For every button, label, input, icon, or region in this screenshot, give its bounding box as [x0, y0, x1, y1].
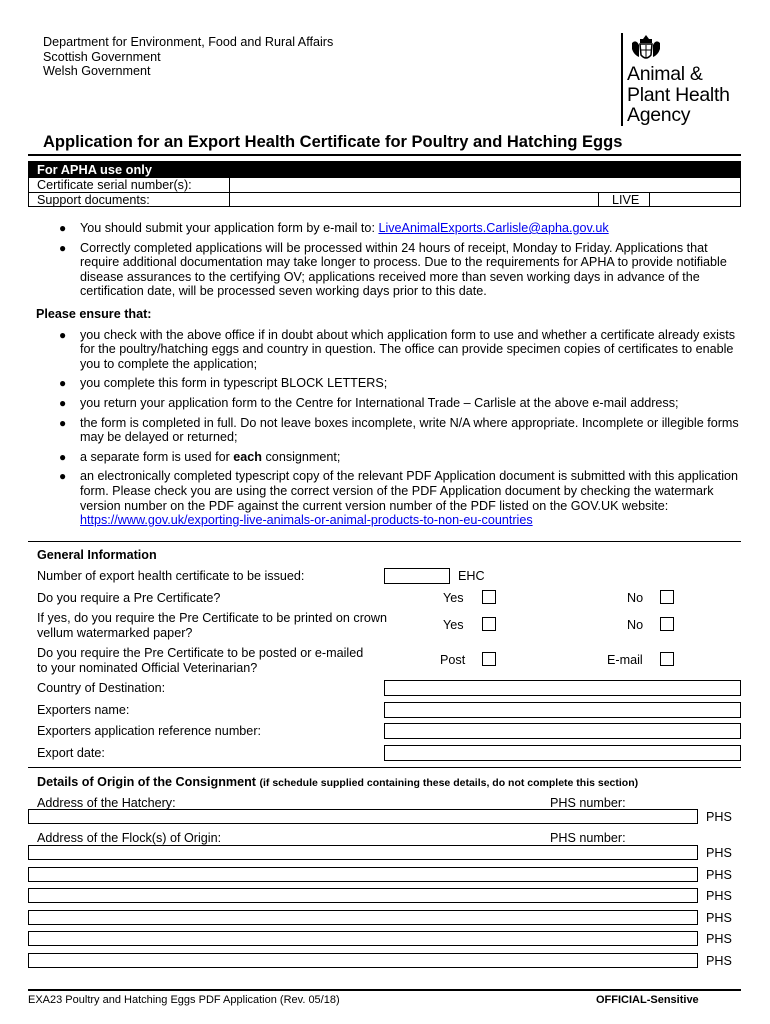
royal-crest-icon [629, 33, 663, 63]
separate-form-prefix: a separate form is used for [80, 449, 234, 464]
list-item [28, 416, 741, 445]
pre-cert-no-checkbox[interactable] [660, 590, 674, 604]
flock-phs-tag: PHS [706, 911, 732, 925]
flock-phs-tag: PHS [706, 954, 732, 968]
hatchery-phs-tag: PHS [706, 810, 732, 824]
classification-label: OFFICIAL-Sensitive [596, 994, 699, 1006]
vellum-yes-label: Yes [443, 618, 464, 632]
ehc-label: EHC [458, 569, 485, 583]
support-documents-row [29, 192, 740, 207]
flock-phs-tag: PHS [706, 868, 732, 882]
instructions [28, 221, 741, 533]
govuk-link[interactable]: https://www.gov.uk/exporting-live-animals-or-animal-products-to-non-eu-countries [80, 513, 533, 528]
bullet-icon: ● [59, 395, 67, 410]
logo-text [627, 64, 730, 126]
support-divider-3 [649, 192, 650, 207]
list-item [28, 450, 741, 465]
bullet-icon: ● [59, 327, 67, 342]
serial-divider [229, 177, 230, 192]
ensure-item: you check with the above office if in doubt about which application form to use and whether a certificate already exists for the poultry/hatching eggs and country in question. The office can provide specimen copies of certificates to enable you to complete the application; [80, 327, 736, 371]
post-option-label: Post [440, 653, 466, 667]
footer-rule [28, 989, 741, 991]
flock-address-input[interactable] [28, 931, 698, 946]
reference-label: Exporters application reference number: [37, 724, 262, 738]
form-reference: EXA23 Poultry and Hatching Eggs PDF Application (Rev. 05/18) [28, 994, 340, 1006]
origin-heading [37, 775, 638, 789]
country-label: Country of Destination: [37, 681, 166, 695]
flock-address-input[interactable] [28, 910, 698, 925]
logo-line-1: Animal & [627, 63, 703, 85]
separate-form-bold: each [233, 449, 263, 464]
email-option-label: E-mail [607, 653, 643, 667]
ensure-item: the form is completed in full. Do not leave boxes incomplete, write N/A where appropriate. Incomplete or illegible forms may be delayed or returned; [80, 415, 739, 445]
origin-note: (if schedule supplied containing these details, do not complete this section) [259, 777, 639, 789]
ensure-heading: Please ensure that: [36, 306, 152, 321]
reference-input[interactable] [384, 723, 741, 739]
department-welshgov: Welsh Government [43, 64, 151, 78]
section-divider [28, 541, 741, 542]
vellum-label: If yes, do you require the Pre Certificate to be printed on crown vellum watermarked paper? [37, 611, 388, 640]
vellum-yes-checkbox[interactable] [482, 617, 496, 631]
list-item [28, 469, 741, 527]
bullet-icon: ● [59, 376, 67, 391]
serial-number-row [29, 177, 740, 192]
email-checkbox[interactable] [660, 652, 674, 666]
bullet-icon: ● [59, 449, 67, 464]
exporter-input[interactable] [384, 702, 741, 718]
bullet-icon: ● [59, 240, 67, 255]
hatchery-label: Address of the Hatchery: [37, 796, 176, 810]
bullet-icon: ● [59, 415, 67, 430]
pre-cert-yes-label: Yes [443, 591, 464, 605]
general-info-heading: General Information [37, 548, 157, 562]
list-item [28, 396, 741, 411]
flock-phs-tag: PHS [706, 889, 732, 903]
origin-heading-text: Details of Origin of the Consignment [37, 775, 256, 789]
vellum-no-label: No [627, 618, 644, 632]
list-item [28, 221, 741, 236]
support-divider-2 [598, 192, 599, 207]
support-documents-label: Support documents: [37, 193, 150, 207]
section-divider [28, 767, 741, 768]
title-rule [28, 154, 741, 156]
exporter-label: Exporters name: [37, 703, 130, 717]
ensure-item: you return your application form to the Centre for International Trade – Carlisle at the above e-mail address; [80, 395, 679, 410]
num-certs-label: Number of export health certificate to be issued: [37, 569, 305, 583]
export-date-label: Export date: [37, 746, 105, 760]
posted-label: Do you require the Pre Certificate to be posted or e-mailed to your nominated Official Veterinarian? [37, 646, 364, 675]
apha-heading: For APHA use only [29, 162, 740, 177]
processing-instruction: Correctly completed applications will be processed within 24 hours of receipt, Monday to Friday. Applications that require additional documentation may take longer to process. Due to the requirements for APHA to provide notifiable disease assurances to the certifying OV; applications received more than seven working days in advance of the certification date, will be processed seven working days prior to this date. [80, 240, 727, 299]
flock-phs-tag: PHS [706, 846, 732, 860]
flock-phs-number-label: PHS number: [550, 831, 626, 845]
serial-number-label: Certificate serial number(s): [37, 178, 192, 192]
export-date-input[interactable] [384, 745, 741, 761]
bullet-icon: ● [59, 221, 67, 235]
email-instruction: You should submit your application form by e-mail to: [80, 221, 379, 235]
pre-cert-no-label: No [627, 591, 644, 605]
page-title: Application for an Export Health Certificate for Poultry and Hatching Eggs [43, 133, 623, 151]
electronic-copy-text: an electronically completed typescript copy of the relevant PDF Application document is submitted with this application form. Please check you are using the correct version of the PDF Application document by checking the watermark version number on the PDF against the current version number of the PDF listed on the GOV.UK website: [80, 469, 739, 513]
vellum-no-checkbox[interactable] [660, 617, 674, 631]
logo-line-3: Agency [627, 104, 691, 126]
flock-address-input[interactable] [28, 888, 698, 903]
hatchery-address-input[interactable] [28, 809, 698, 824]
country-input[interactable] [384, 680, 741, 696]
flock-phs-tag: PHS [706, 932, 732, 946]
pre-cert-yes-checkbox[interactable] [482, 590, 496, 604]
support-documents-value: LIVE [612, 193, 640, 207]
hatchery-phs-number-label: PHS number: [550, 796, 626, 810]
bullet-icon: ● [59, 469, 67, 484]
flock-address-input[interactable] [28, 867, 698, 882]
post-checkbox[interactable] [482, 652, 496, 666]
flock-label: Address of the Flock(s) of Origin: [37, 831, 222, 845]
separate-form-suffix: consignment; [262, 449, 341, 464]
department-list [43, 35, 333, 79]
list-item [28, 376, 741, 391]
support-divider-1 [229, 192, 230, 207]
num-certs-input[interactable] [384, 568, 450, 584]
flock-address-input[interactable] [28, 845, 698, 860]
logo-bar [621, 33, 623, 126]
apha-use-only-box [28, 161, 741, 207]
list-item [28, 241, 741, 299]
pre-cert-label: Do you require a Pre Certificate? [37, 591, 221, 605]
logo-line-2: Plant Health [627, 83, 730, 106]
department-scotgov: Scottish Government [43, 49, 161, 64]
ensure-item: you complete this form in typescript BLOCK LETTERS; [80, 376, 388, 391]
apha-logo [617, 33, 742, 129]
department-defra: Department for Environment, Food and Rural Affairs [43, 35, 334, 49]
flock-address-input[interactable] [28, 953, 698, 968]
list-item [28, 328, 741, 372]
submission-email-link[interactable]: LiveAnimalExports.Carlisle@apha.gov.uk [378, 221, 609, 235]
